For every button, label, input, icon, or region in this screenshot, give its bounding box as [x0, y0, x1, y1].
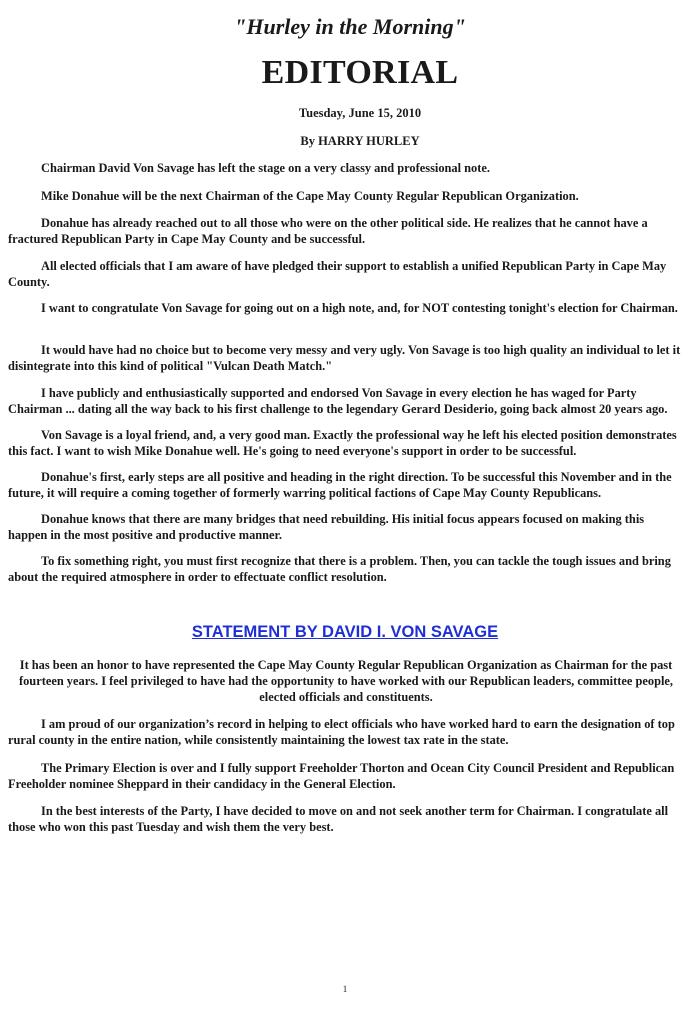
dateline: Tuesday, June 15, 2010	[298, 106, 422, 120]
editorial-paragraph: To fix something right, you must first recognize that there is a problem. Then, you can tackle the tough issues and bring about the required atmosphere in order to effectuate conflict resolution.	[8, 554, 671, 584]
editorial-paragraph: Donahue has already reached out to all those who were on the other political side. He realizes that he cannot have a fractured Republican Party in Cape May County and be successful.	[8, 216, 648, 246]
editorial-paragraph: Chairman David Von Savage has left the stage on a very classy and professional note.	[41, 161, 490, 175]
statement-paragraph: It has been an honor to have represented the Cape May County Regular Republican Organization as Chairman for the past fourteen years. I feel privileged to have had the opportunity to have worked with our Republican leaders, committee people, elected officials and constituents.	[18, 658, 673, 704]
statement-paragraph: The Primary Election is over and I fully support Freeholder Thorton and Ocean City Council President and Republican Freeholder nominee Sheppard in their candidacy in the General Election.	[8, 761, 675, 791]
editorial-paragraph: I have publicly and enthusiastically supported and endorsed Von Savage in every election he has waged for Party Chairman ... dating all the way back to his first challenge to the legendary Gerard Desiderio, going back almost 20 years ago.	[8, 386, 668, 416]
editorial-paragraph: It would have had no choice but to become very messy and very ugly. Von Savage is too high quality an individual to let it disintegrate into this kind of political "Vulcan Death Match."	[8, 343, 681, 373]
statement-paragraph: I am proud of our organization’s record in helping to elect officials who have worked hard to earn the designation of top rural county in the entire nation, while consistently maintaining the lowest tax rate in the state.	[8, 717, 675, 747]
statement-paragraph: In the best interests of the Party, I have decided to move on and not seek another term for Chairman. I congratulate all those who won this past Tuesday and wish them the very best.	[8, 804, 669, 834]
section-heading: EDITORIAL	[261, 54, 459, 91]
editorial-paragraph: Von Savage is a loyal friend, and, a very good man. Exactly the professional way he left his elected position demonstrates this fact. I want to wish Mike Donahue well. He's going to need everyone's support in order to be successful.	[8, 428, 677, 458]
show-title: "Hurley in the Morning"	[234, 14, 466, 39]
editorial-paragraph: All elected officials that I am aware of have pledged their support to establish a unified Republican Party in Cape May County.	[8, 259, 667, 289]
byline: By HARRY HURLEY	[300, 134, 420, 148]
editorial-paragraph: Mike Donahue will be the next Chairman of the Cape May County Regular Republican Organization.	[41, 189, 579, 203]
page-number: 1	[342, 984, 348, 994]
statement-title: STATEMENT BY DAVID I. VON SAVAGE	[191, 623, 499, 641]
editorial-paragraph: Donahue knows that there are many bridges that need rebuilding. His initial focus appears focused on making this happen in the most positive and productive manner.	[8, 512, 645, 542]
editorial-paragraph: Donahue's first, early steps are all positive and heading in the right direction. To be successful this November and in the future, it will require a coming together of formerly warring political factions of Cape May County Republicans.	[8, 470, 672, 500]
editorial-paragraph: I want to congratulate Von Savage for going out on a high note, and, for NOT contesting tonight's election for Chairman.	[41, 301, 678, 315]
